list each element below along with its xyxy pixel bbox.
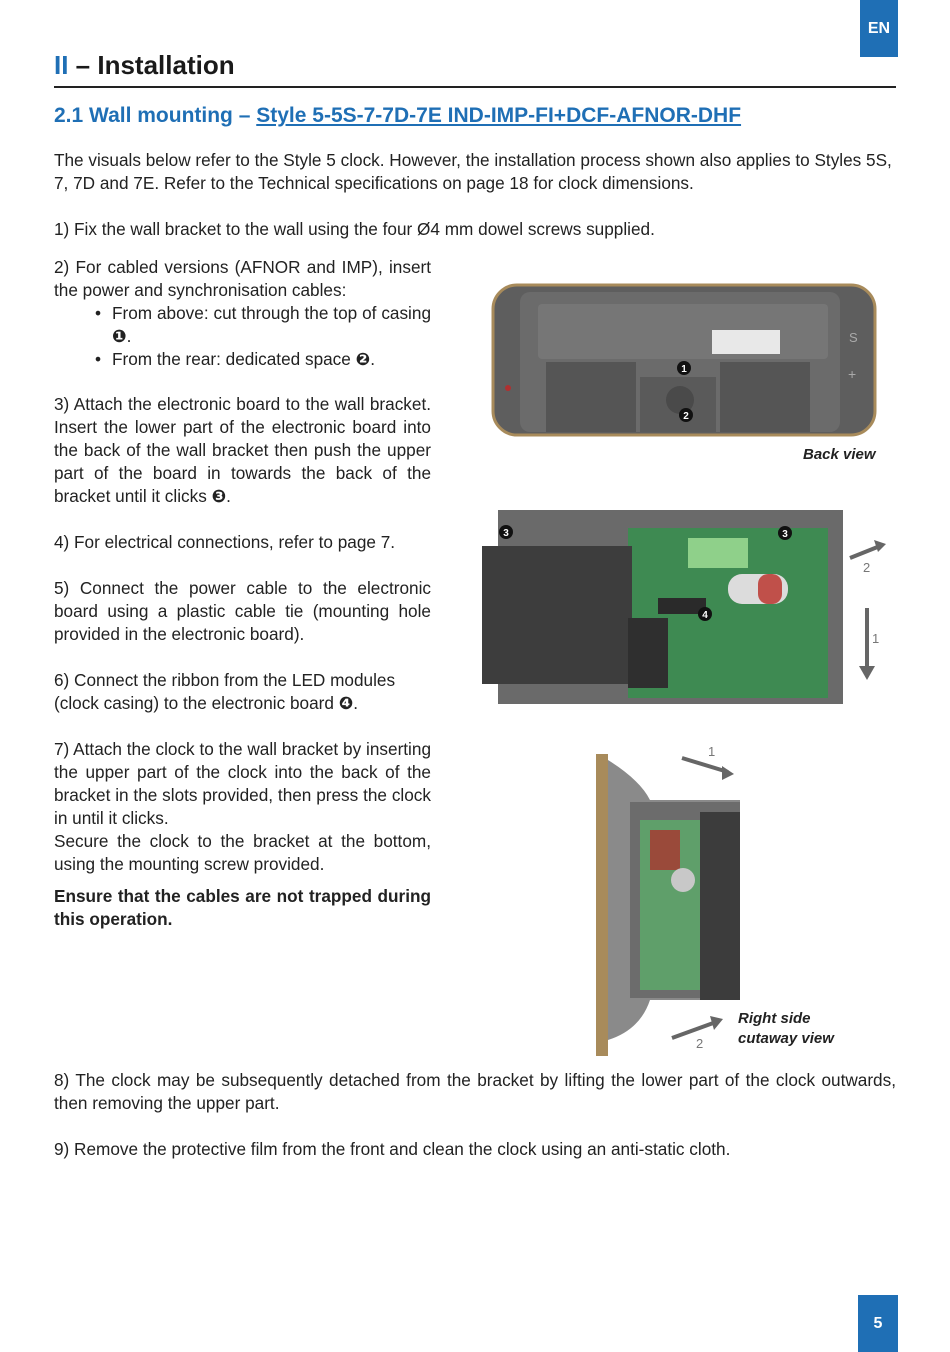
side-s-label: S — [849, 330, 858, 345]
subsection-prefix: 2.1 Wall mounting – — [54, 104, 257, 127]
board-figure — [478, 508, 890, 708]
bullet-text: From above: cut through the top of casing — [112, 303, 431, 323]
arrow-2-label: 2 — [696, 1036, 704, 1051]
cutaway-caption-line1: Right side — [738, 1010, 811, 1027]
page-number: 5 — [858, 1295, 898, 1352]
marker-3b-number: 3 — [782, 529, 788, 540]
step-7 — [54, 738, 431, 931]
subsection-link[interactable]: Style 5-5S-7-7D-7E IND-IMP-FI+DCF-AFNOR-DHF — [256, 104, 742, 127]
step-8: 8) The clock may be subsequently detached from the bracket by lifting the lower part of the clock outwards, then removing the upper part. — [54, 1070, 896, 1113]
language-tab: EN — [860, 0, 898, 57]
marker-4-number: 4 — [702, 610, 708, 621]
marker-3: ❸ — [211, 486, 227, 506]
step-4: 4) For electrical connections, refer to page 7. — [54, 532, 396, 552]
bullet-text: From the rear: dedicated space — [112, 349, 356, 369]
warning-text: Ensure that the cables are not trapped during this operation. — [54, 886, 431, 929]
step-5: 5) Connect the power cable to the electronic board using a plastic cable tie (mounting hole provided in the electronic board). — [54, 578, 431, 644]
intro-paragraph: The visuals below refer to the Style 5 clock. However, the installation process shown also applies to Styles 5S, 7, 7D and 7E. Refer to the Technical specifications on page 18 for clock dimensions. — [54, 150, 892, 193]
heading-divider — [54, 86, 896, 88]
section-title: – Installation — [68, 50, 235, 80]
section-heading — [54, 50, 235, 81]
section-number: II — [54, 50, 69, 80]
marker-4: ❹ — [338, 693, 354, 713]
back-view-caption: Back view — [803, 446, 876, 463]
step-7-text: 7) Attach the clock to the wall bracket by inserting the upper part of the clock into the back of the bracket in the slots provided, then press the clock in until it clicks. — [54, 739, 431, 828]
step-3 — [54, 393, 431, 508]
cutaway-caption — [738, 1009, 834, 1049]
arrow-1-label: 1 — [708, 744, 716, 759]
side-plus-label: + — [848, 366, 857, 382]
terminal-block — [688, 538, 748, 568]
step-6-end: . — [353, 693, 359, 713]
label-sticker — [712, 330, 780, 354]
step-2-bullet-rear — [112, 348, 431, 371]
marker-1-number: 1 — [681, 364, 687, 375]
step-2-text: 2) For cabled versions (AFNOR and IMP), insert the power and synchronisation cables: — [54, 257, 431, 300]
clock-front-panel — [596, 754, 608, 1056]
step-2-bullet-above — [112, 302, 431, 348]
marker-2: ❷ — [355, 349, 371, 369]
step-9: 9) Remove the protective film from the front and clean the clock using an anti-static cloth. — [54, 1139, 731, 1159]
step-2 — [54, 256, 431, 371]
step-2-bullets — [54, 302, 431, 371]
arrow-2-label: 2 — [863, 560, 871, 575]
marker-3a-number: 3 — [503, 528, 509, 539]
arrow-1-label: 1 — [872, 631, 880, 646]
cutaway-figure — [590, 740, 750, 1060]
transformer-block — [482, 546, 632, 684]
bullet-end: . — [370, 349, 375, 369]
cutaway-caption-line2: cutaway view — [738, 1030, 834, 1047]
bullet-end: . — [126, 326, 132, 346]
step-1: 1) Fix the wall bracket to the wall using the four Ø4 mm dowel screws supplied. — [54, 219, 655, 239]
arrow-2-icon — [850, 546, 880, 558]
marker-2-number: 2 — [683, 411, 689, 422]
arrow-2-icon — [672, 1022, 716, 1038]
marker-1: ❶ — [112, 326, 127, 346]
step-3-end: . — [226, 486, 231, 506]
back-view-figure — [490, 282, 880, 442]
subsection-heading — [54, 104, 741, 128]
step-3-text: 3) Attach the electronic board to the wall bracket. Insert the lower part of the electronic board into the back of the wall bracket then push the upper part of the board in towards the back of the bracket until it clicks — [54, 394, 431, 506]
step-6-text: 6) Connect the ribbon from the LED modules (clock casing) to the electronic board — [54, 670, 396, 713]
arrow-1-icon — [682, 758, 728, 772]
step-6 — [54, 669, 431, 715]
step-7-secure: Secure the clock to the bracket at the bottom, using the mounting screw provided. — [54, 831, 431, 874]
